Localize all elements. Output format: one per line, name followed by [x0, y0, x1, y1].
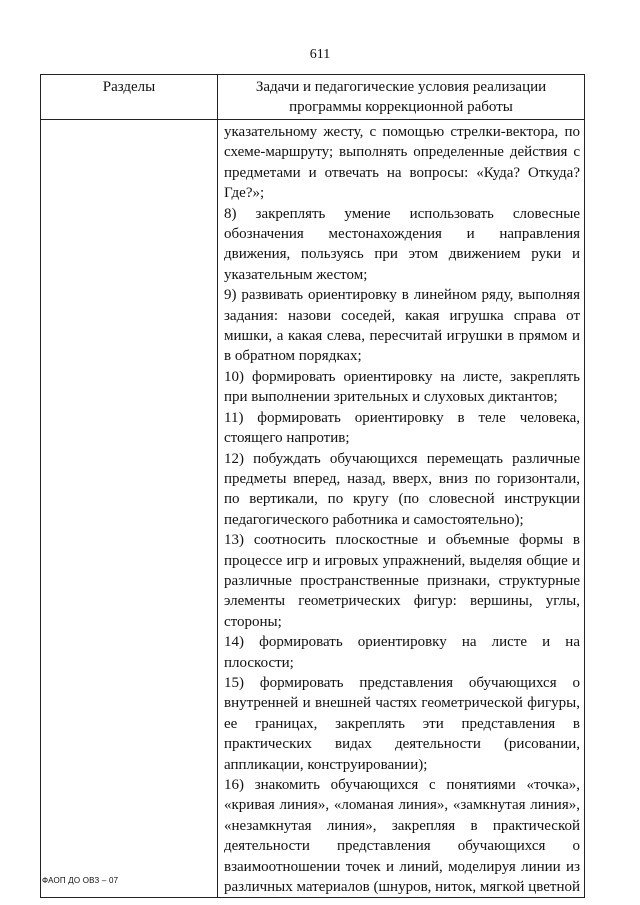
header-tasks-line2: программы коррекционной работы	[289, 99, 513, 115]
table-row	[41, 120, 585, 898]
header-tasks	[218, 75, 585, 120]
program-table	[40, 74, 585, 898]
list-item: 11) формировать ориентировку в теле человека, стоящего напротив;	[224, 409, 580, 447]
header-tasks-line1: Задачи и педагогические условия реализации	[255, 79, 547, 95]
document-code-footer: ФАОП ДО ОВЗ – 07	[42, 876, 119, 885]
list-item: 12) побуждать обучающихся перемещать различные предметы вперед, назад, вверх, вниз по горизонтали, по вертикали, по кругу (по словесной инструкции педагогического работника и самостоятельно);	[224, 450, 580, 528]
header-sections	[41, 75, 218, 120]
page-number: 611	[309, 47, 331, 62]
table-header-row	[41, 75, 585, 120]
list-item: 8) закреплять умение использовать словесные обозначения местонахождения и направления движения, пользуясь при этом движением руки и указательным жестом;	[224, 205, 580, 283]
list-item: 10) формировать ориентировку на листе, закреплять при выполнении зрительных и слуховых диктантов;	[224, 368, 580, 406]
list-item: 13) соотносить плоскостные и объемные формы в процессе игр и игровых упражнений, выделяя общие и различные пространственные признаки, структурные элементы геометрических фигур: вершины, углы, стороны;	[224, 532, 580, 630]
list-item: 16) знакомить обучающихся с понятиями «точка», «кривая линия», «ломаная линия», «замкнутая линия», «незамкнутая линия», закрепляя в практической деятельности представления обучающихся о взаимоотношении точек и линий, моделируя линии из различных материалов (шнуров, ниток, мягкой цветной	[224, 777, 580, 896]
list-item: указательному жесту, с помощью стрелки-вектора, по схеме-маршруту; выполнять определенные действия с предметами и отвечать на вопросы: «Куда? Откуда? Где?»;	[224, 124, 580, 202]
sections-cell	[41, 120, 218, 898]
list-item: 9) развивать ориентировку в линейном ряду, выполняя задания: назови соседей, какая игрушка справа от мишки, а какая слева, пересчитай игрушки в прямом и в обратном порядках;	[224, 287, 580, 365]
list-item: 14) формировать ориентировку на листе и на плоскости;	[224, 634, 580, 671]
header-sections-label: Разделы	[102, 79, 156, 95]
list-item: 15) формировать представления обучающихся о внутренней и внешней частях геометрической фигуры, ее границах, закреплять эти представления в практических видах деятельности (рисовании, аппликации, конструировании);	[224, 674, 580, 773]
tasks-cell	[218, 120, 585, 898]
